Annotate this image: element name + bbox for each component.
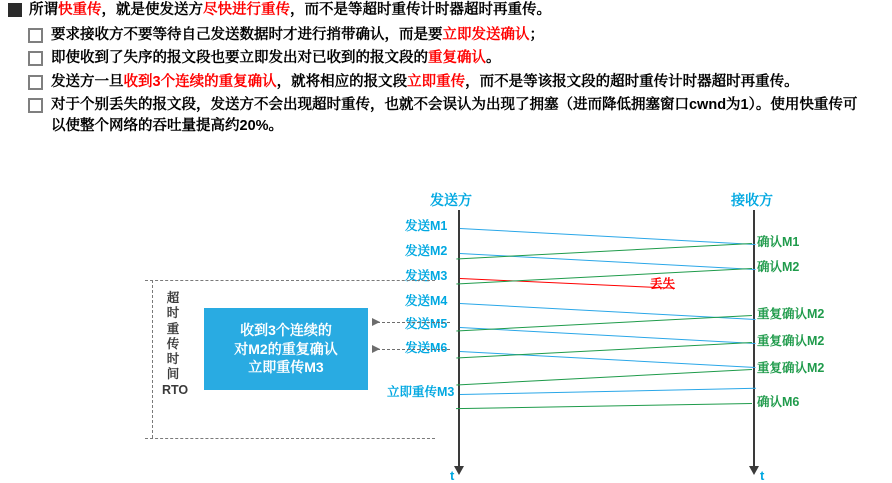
- ack-line-dup-m2-2: [456, 342, 752, 359]
- bullet-text-0: [29, 0, 874, 21]
- empty-square-marker-icon: [28, 28, 43, 43]
- text-segment-highlight: 立即发送确认: [442, 26, 530, 43]
- callout-text: 收到3个连续的 对M2的重复确认 立即重传M3: [234, 321, 338, 376]
- bullet-item-0: [0, 0, 892, 21]
- text-segment: 所谓: [29, 2, 58, 18]
- ack-line-dup-m2-1: [456, 315, 752, 332]
- bullet-item-2: [0, 48, 892, 69]
- callout-connector-arrow-2: [372, 345, 380, 353]
- message-line-m5: [460, 327, 756, 344]
- receiver-axis-arrow-icon: [749, 466, 759, 475]
- text-segment: ，而不是等该报文段的超时重传计时器超时再重传。: [465, 73, 799, 90]
- receiver-header-label: 接收方: [731, 192, 773, 208]
- label-send-m6: 发送M6: [405, 341, 448, 355]
- bullet-list: [0, 0, 892, 139]
- text-segment: ，而不是等超时重传计时器超时再重传。: [290, 2, 551, 18]
- text-segment: ；: [529, 26, 544, 43]
- text-segment: 对于个别丢失的报文段，发送方不会出现超时重传，也就不会误认为出现了拥塞（进而降低拥塞窗口cwnd为1）。使用快重传可以使整个网络的吞吐量提高约20%。: [51, 97, 858, 134]
- fast-retransmit-sequence-diagram: [0, 186, 892, 483]
- empty-square-marker-icon: [28, 75, 43, 90]
- text-segment: 发送方一旦: [51, 73, 124, 90]
- label-send-m3: 发送M3: [405, 269, 448, 283]
- rto-top-dashed-line: [145, 280, 435, 281]
- bullet-item-3: [0, 72, 892, 93]
- callout-connector-arrow-1: [372, 318, 380, 326]
- empty-square-marker-icon: [28, 51, 43, 66]
- ack-line-dup-m2-3: [456, 369, 752, 386]
- text-segment-highlight: 收到3个连续的重复确认: [123, 73, 277, 90]
- label-ack-m6: 确认M6: [757, 395, 800, 409]
- label-dup-ack-m2-3: 重复确认M2: [757, 361, 825, 375]
- label-dup-ack-m2-2: 重复确认M2: [757, 334, 825, 348]
- text-segment: 要求接收方不要等待自己发送数据时才进行捎带确认，而是要: [51, 26, 443, 43]
- bullet-text-3: [51, 72, 871, 93]
- sender-timeline-axis: [458, 210, 460, 468]
- sender-header-label: 发送方: [430, 192, 472, 208]
- rto-bottom-dashed-line: [145, 438, 435, 439]
- bullet-text-4: [51, 95, 871, 136]
- sender-time-label: t: [450, 468, 455, 483]
- bullet-item-4: [0, 95, 892, 136]
- label-ack-m2: 确认M2: [757, 260, 800, 274]
- label-send-m2: 发送M2: [405, 244, 448, 258]
- label-send-m1: 发送M1: [405, 219, 448, 233]
- bullet-item-1: [0, 25, 892, 46]
- ack-line-m2: [456, 268, 752, 285]
- empty-square-marker-icon: [28, 98, 43, 113]
- label-send-m5: 发送M5: [405, 317, 448, 331]
- bullet-text-2: [51, 48, 871, 69]
- fast-retransmit-callout: [204, 308, 368, 390]
- rto-label: 超 时 重 传 时 间 RTO: [162, 291, 189, 397]
- message-line-retransmit-m3: [460, 388, 756, 396]
- sender-axis-arrow-icon: [454, 466, 464, 475]
- bullet-text-1: [51, 25, 871, 46]
- text-segment-highlight: 快重传: [58, 2, 102, 18]
- label-ack-m1: 确认M1: [757, 235, 800, 249]
- message-line-m1: [460, 228, 756, 245]
- receiver-time-label: t: [760, 468, 765, 483]
- text-segment-highlight: 重复确认: [428, 50, 486, 67]
- text-segment-highlight: 立即重传: [407, 73, 466, 90]
- label-send-m4: 发送M4: [405, 294, 448, 308]
- label-dup-ack-m2-1: 重复确认M2: [757, 307, 825, 321]
- callout-connector-2: [372, 349, 450, 350]
- rto-vertical-dashed-line: [152, 280, 153, 438]
- message-line-m3-lost: [460, 278, 675, 289]
- ack-line-m6: [456, 403, 752, 410]
- filled-square-marker-icon: [8, 3, 22, 17]
- callout-connector-1: [372, 322, 450, 323]
- text-segment: ，就将相应的报文段: [276, 73, 408, 90]
- text-segment-highlight: 尽快进行重传: [203, 2, 290, 18]
- receiver-timeline-axis: [753, 210, 755, 468]
- text-segment: 。: [486, 50, 501, 67]
- label-lost: 丢失: [650, 277, 676, 291]
- text-segment: ，就是使发送方: [101, 2, 203, 18]
- text-segment: 即使收到了失序的报文段也要立即发出对已收到的报文段的: [51, 50, 428, 67]
- ack-line-m1: [456, 243, 752, 260]
- label-retransmit-m3: 立即重传M3: [387, 385, 455, 399]
